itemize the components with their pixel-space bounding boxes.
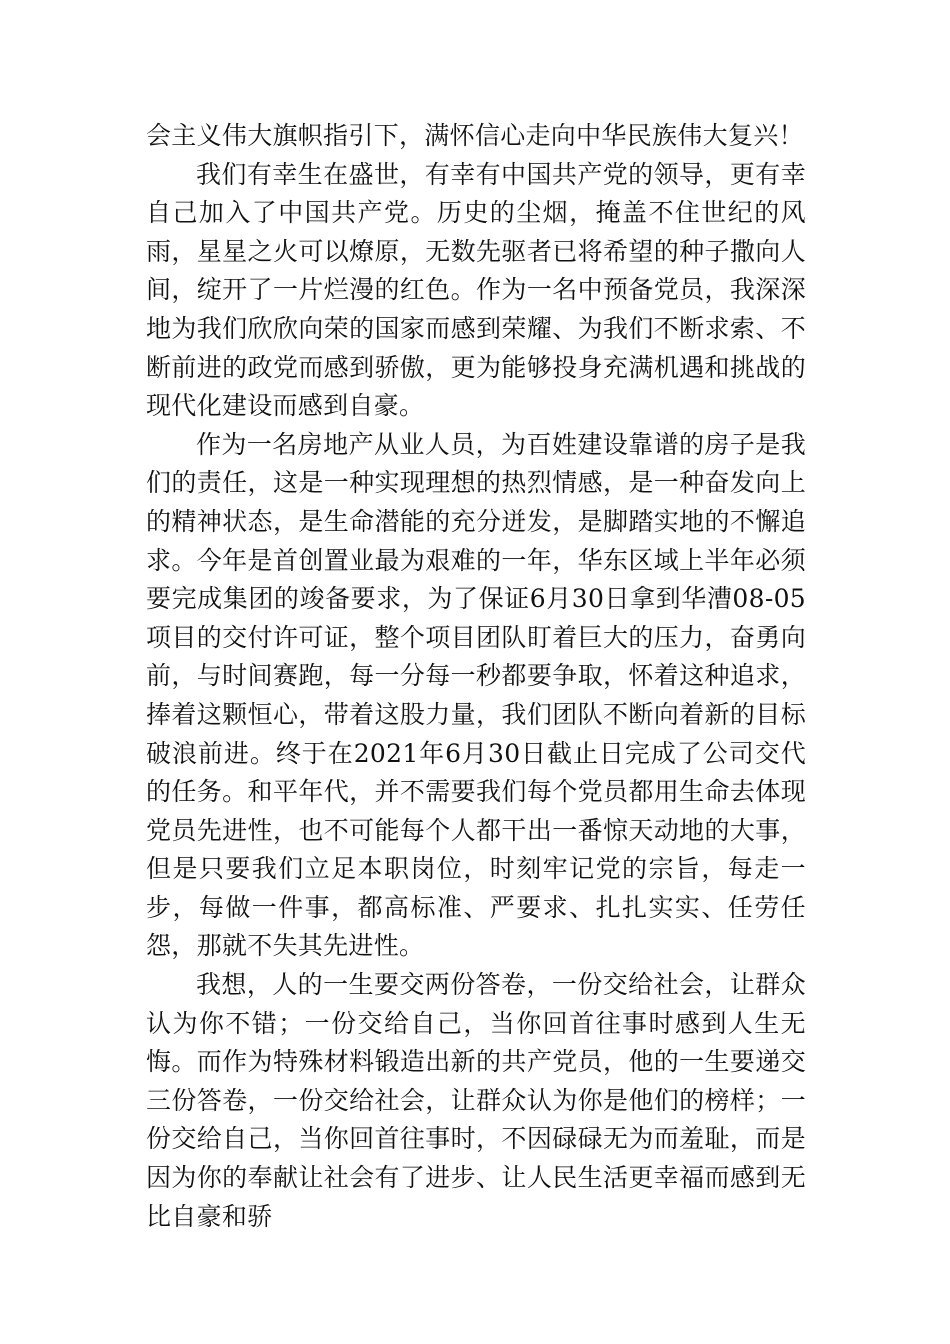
paragraph-1: 会主义伟大旗帜指引下，满怀信心走向中华民族伟大复兴！ (146, 121, 804, 150)
document-body (146, 117, 806, 1236)
paragraph-2: 我们有幸生在盛世，有幸有中国共产党的领导，更有幸自己加入了中国共产党。历史的尘烟，掩盖不住世纪的风雨，星星之火可以燎原，无数先驱者已将希望的种子撒向人间，绽开了一片烂漫的红色。作为一名中预备党员，我深深地为我们欣欣向荣的国家而感到荣耀、为我们不断求索、不断前进的政党而感到骄傲，更为能够投身充满机遇和挑战的现代化建设而感到自豪。 (146, 159, 806, 421)
paragraph-4: 我想，人的一生要交两份答卷，一份交给社会，让群众认为你不错；一份交给自己，当你回首往事时感到人生无悔。而作为特殊材料锻造出新的共产党员，他的一生要递交三份答卷，一份交给社会，让群众认为你是他们的榜样；一份交给自己，当你回首往事时，不因碌碌无为而羞耻，而是因为你的奉献让社会有了进步、让人民生活更幸福而感到无比自豪和骄 (146, 970, 806, 1231)
paragraph-3: 作为一名房地产从业人员，为百姓建设靠谱的房子是我们的责任，这是一种实现理想的热烈情感，是一种奋发向上的精神状态，是生命潜能的充分迸发，是脚踏实地的不懈追求。今年是首创置业最为艰难的一年，华东区域上半年必须要完成集团的竣备要求，为了保证6月30日拿到华漕08-05项目的交付许可证，整个项目团队盯着巨大的压力，奋勇向前，与时间赛跑，每一分每一秒都要争取，怀着这种追求，捧着这颗恒心，带着这股力量，我们团队不断向着新的目标破浪前进。终于在2021年6月30日截止日完成了公司交代的任务。和平年代，并不需要我们每个党员都用生命去体现党员先进性，也不可能每个人都干出一番惊天动地的大事，但是只要我们立足本职岗位，时刻牢记党的宗旨，每走一步，每做一件事，都高标准、严要求、扎扎实实、任劳任怨，那就不失其先进性。 (146, 429, 806, 961)
